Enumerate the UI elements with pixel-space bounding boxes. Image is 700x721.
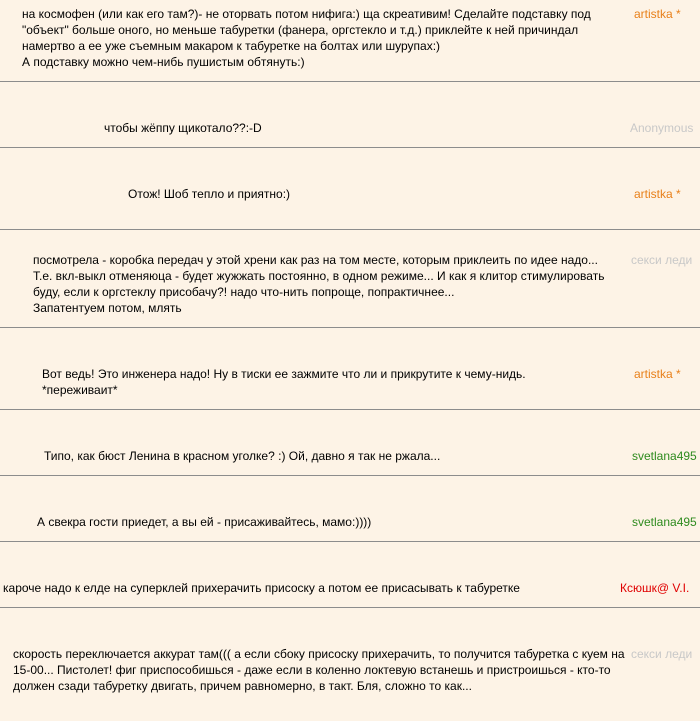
- comment-text: чтобы жёппу щикотало??:-D: [104, 121, 262, 135]
- comment-post: [0, 0, 700, 82]
- comment-author-link[interactable]: Ксюшк@ V.I.: [620, 581, 690, 595]
- comment-post: [0, 608, 700, 721]
- comment-post: [0, 542, 700, 608]
- comment-post: [0, 328, 700, 410]
- comment-post: [0, 148, 700, 230]
- comment-author-link[interactable]: секси леди: [631, 647, 693, 661]
- comment-author-link[interactable]: artistka *: [634, 187, 681, 201]
- comment-author-link[interactable]: artistka *: [634, 7, 681, 21]
- comment-author-link[interactable]: svetlana495: [632, 515, 697, 529]
- comment-text: Отож! Шоб тепло и приятно:): [128, 187, 291, 201]
- comment-post: [0, 230, 700, 328]
- comment-text: на космофен (или как его там?)- не оторвать потом нифига:) ща скреативим! Сделайте подставку под "объект" больше оного, но меньше табуретки (фанера, оргстекло и т.д.) приклейте к ней причиндал намертво а ее уже съемным макаром к табуретке на болтах или шурупах:) А подставку можно чем-нибь пушистым обтянуть:): [22, 7, 591, 69]
- comment-text: скорость переключается аккурат там((( а если сбоку присоску прихерачить, то получится табуретка с куем на 15-00... Пистолет! фиг приспособишься - даже если в коленно локтевую встанешь и пристроишься - кто-то должен сзади табуретку двигать, причем равномерно, в такт. Бля, сложно то как...: [13, 647, 625, 693]
- comment-post: [0, 82, 700, 148]
- comment-author-link[interactable]: artistka *: [634, 367, 681, 381]
- comment-author-link[interactable]: Anonymous: [630, 121, 694, 135]
- comment-post: [0, 410, 700, 476]
- comment-author-link[interactable]: секси леди: [631, 253, 693, 267]
- comment-text: посмотрела - коробка передач у этой хрени как раз на том месте, которым приклеить по идее надо... Т.е. вкл-выкл отменяюца - будет жужжать постоянно, в одном режиме... И как я клитор стимулировать буду, если к оргстеклу присобачу?! надо что-нить попроще, попрактичнее... Запатентуем потом, млять: [33, 253, 605, 315]
- comment-post: [0, 476, 700, 542]
- comment-text: А свекра гости приедет, а вы ей - присаживайтесь, мамо:)))): [37, 515, 372, 529]
- comment-text: Вот ведь! Это инженера надо! Ну в тиски ее зажмите что ли и прикрутите к чему-нидь. *переживаит*: [42, 367, 526, 397]
- comment-text: Типо, как бюст Ленина в красном уголке? :) Ой, давно я так не ржала...: [44, 449, 441, 463]
- comment-author-link[interactable]: svetlana495: [632, 449, 697, 463]
- comment-text: кароче надо к елде на суперклей прихерачить присоску а потом ее присасывать к табуретке: [3, 581, 520, 595]
